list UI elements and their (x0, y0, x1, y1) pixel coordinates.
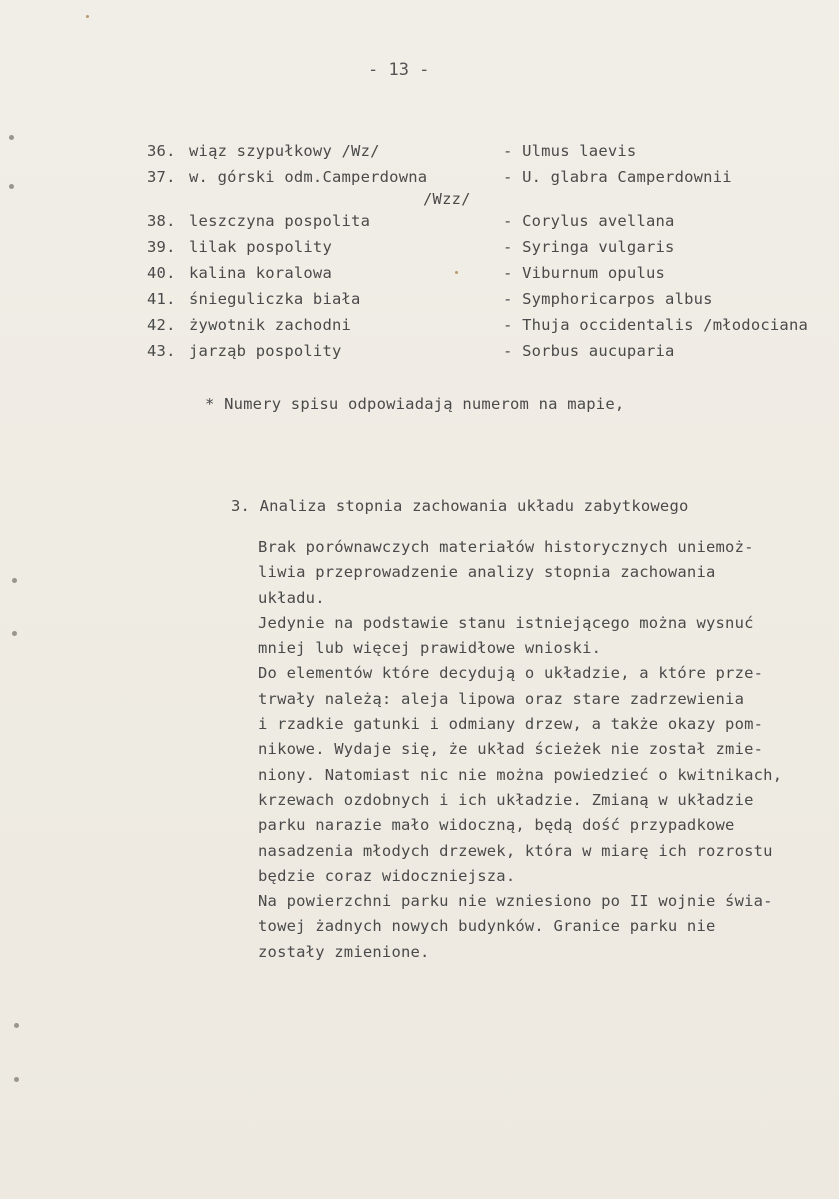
species-row (0, 260, 839, 286)
species-row (0, 312, 839, 338)
paragraph-line: będzie coraz widoczniejsza. (258, 866, 516, 885)
species-row (0, 164, 839, 190)
species-latin-name: - Sorbus aucuparia (503, 342, 675, 360)
species-row (0, 286, 839, 312)
species-number: 40. (147, 264, 176, 282)
species-polish-name: żywotnik zachodni (189, 316, 352, 334)
species-latin-name: - Viburnum opulus (503, 264, 666, 282)
paragraph-line: parku narazie mało widoczną, będą dość przypadkowe (258, 816, 735, 835)
species-row (0, 208, 839, 234)
paragraph-line: Na powierzchni parku nie wzniesiono po II wojnie świa- (258, 892, 773, 911)
species-number: 36. (147, 142, 176, 160)
paragraph-line: nasadzenia młodych drzewek, która w miarę ich rozrostu (258, 841, 773, 860)
paragraph-line: mniej lub więcej prawidłowe wnioski. (258, 639, 602, 658)
species-polish-name: śnieguliczka biała (189, 290, 361, 308)
footnote: * Numery spisu odpowiadają numerom na mapie, (205, 395, 625, 413)
paragraph-line: nikowe. Wydaje się, że układ ścieżek nie został zmie- (258, 740, 764, 759)
paragraph-line: Do elementów które decydują o układzie, a które prze- (258, 664, 764, 683)
paragraph-line: układu. (258, 588, 325, 607)
binder-hole (14, 1023, 19, 1028)
species-latin-name: - Thuja occidentalis /młodociana (503, 316, 809, 334)
binder-hole (12, 578, 17, 583)
species-number: 37. (147, 168, 176, 186)
species-latin-name: - Ulmus laevis (503, 142, 637, 160)
species-polish-name: wiąz szypułkowy /Wz/ (189, 142, 380, 160)
paragraph-line: zostały zmienione. (258, 942, 430, 961)
binder-hole (14, 1077, 19, 1082)
species-polish-name: kalina koralowa (189, 264, 332, 282)
species-number: 41. (147, 290, 176, 308)
binder-hole (9, 184, 14, 189)
paragraph-line: liwia przeprowadzenie analizy stopnia zachowania (258, 563, 716, 582)
paragraph-line: krzewach ozdobnych i ich układzie. Zmianą w układzie (258, 790, 754, 809)
species-polish-name-continuation: /Wzz/ (423, 190, 471, 208)
paragraph-line: i rzadkie gatunki i odmiany drzew, a także okazy pom- (258, 715, 764, 734)
species-latin-name: - Symphoricarpos albus (503, 290, 713, 308)
binder-hole (12, 631, 17, 636)
paragraph-line: Jedynie na podstawie stanu istniejącego można wysnuć (258, 613, 754, 632)
species-number: 39. (147, 238, 176, 256)
paragraph-line: Brak porównawczych materiałów historycznych uniemoż- (258, 538, 754, 556)
page-number: - 13 - (368, 60, 430, 80)
species-row (0, 234, 839, 260)
species-latin-name: - U. glabra Camperdownii (503, 168, 732, 186)
paragraph-line: trwały należą: aleja lipowa oraz stare zadrzewienia (258, 689, 745, 708)
species-row (0, 338, 839, 364)
paragraph-line: towej żadnych nowych budynków. Granice parku nie (258, 917, 716, 936)
species-polish-name: jarząb pospolity (189, 342, 342, 360)
species-polish-name: lilak pospolity (189, 238, 332, 256)
species-polish-name: leszczyna pospolita (189, 212, 371, 230)
paragraph-line: niony. Natomiast nic nie można powiedzieć o kwitnikach, (258, 765, 783, 784)
body-paragraph (258, 534, 782, 964)
binder-hole (9, 135, 14, 140)
species-polish-name: w. górski odm.Camperdowna (189, 168, 428, 186)
species-latin-name: - Corylus avellana (503, 212, 675, 230)
species-number: 38. (147, 212, 176, 230)
species-number: 43. (147, 342, 176, 360)
paper-speck (86, 15, 89, 18)
species-latin-name: - Syringa vulgaris (503, 238, 675, 256)
species-row (0, 138, 839, 164)
species-number: 42. (147, 316, 176, 334)
section-heading: 3. Analiza stopnia zachowania układu zabytkowego (231, 497, 689, 515)
paper-speck (455, 271, 458, 274)
